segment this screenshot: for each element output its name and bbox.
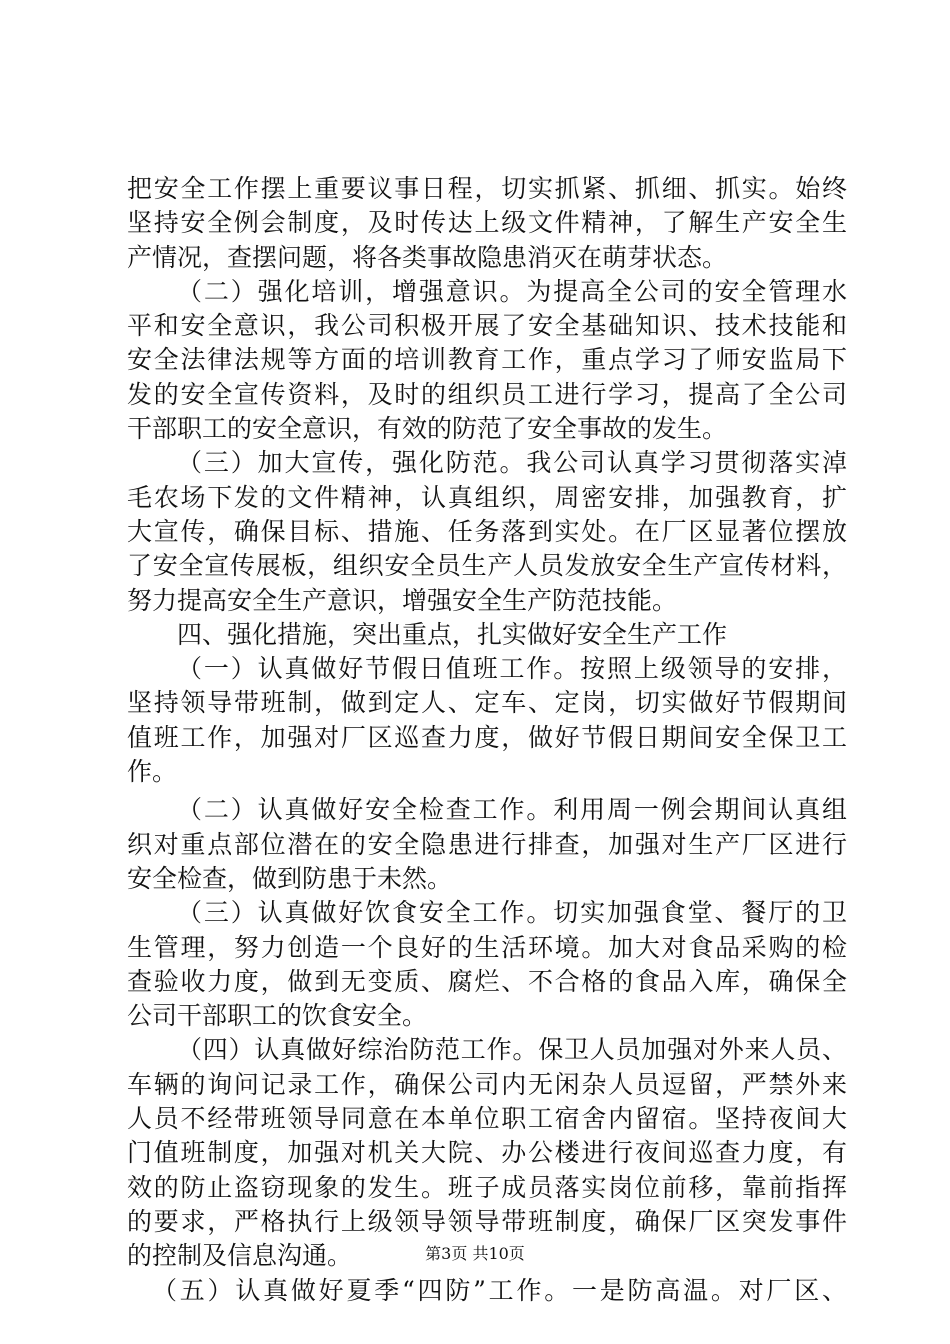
text-line: 人员不经带班领导同意在本单位职工宿舍内留宿。坚持夜间大 [127, 1104, 847, 1134]
text-line: 坚持领导带班制，做到定人、定车、定岗，切实做好节假期间 [127, 688, 847, 718]
text-line: 门值班制度，加强对机关大院、办公楼进行夜间巡查力度，有 [127, 1138, 847, 1168]
document-body [127, 172, 847, 1308]
text-line: （一）认真做好节假日值班工作。按照上级领导的安排， [177, 654, 847, 684]
text-line: 车辆的询问记录工作，确保公司内无闲杂人员逗留，严禁外来 [127, 1069, 847, 1099]
text-line: （三）加大宣传，强化防范。我公司认真学习贯彻落实淖 [177, 448, 847, 478]
text-line: 的要求，严格执行上级领导领导带班制度，确保厂区突发事件 [127, 1206, 847, 1236]
text-line: 大宣传，确保目标、措施、任务落到实处。在厂区显著位摆放 [127, 516, 847, 546]
text-line: 安全检查，做到防患于未然。 [127, 863, 453, 893]
text-line: 织对重点部位潜在的安全隐患进行排查，加强对生产厂区进行 [127, 829, 847, 859]
text-line: 了安全宣传展板，组织安全员生产人员发放安全生产宣传材料， [127, 551, 847, 581]
text-line: 公司干部职工的饮食安全。 [127, 1001, 428, 1031]
text-line: 努力提高安全生产意识，增强安全生产防范技能。 [127, 585, 678, 615]
text-line: 作。 [127, 757, 178, 787]
text-line: 发的安全宣传资料，及时的组织员工进行学习，提高了全公司 [127, 379, 847, 409]
text-line: 生管理，努力创造一个良好的生活环境。加大对食品采购的检 [127, 932, 847, 962]
page-number: 第3页 共10页 [425, 1244, 525, 1263]
section-heading: 四、强化措施，突出重点，扎实做好安全生产工作 [177, 619, 728, 649]
text-line: 坚持安全例会制度，及时传达上级文件精神，了解生产安全生 [127, 208, 847, 238]
text-line: 把安全工作摆上重要议事日程，切实抓紧、抓细、抓实。始终 [127, 174, 847, 203]
text-line: 平和安全意识，我公司积极开展了安全基础知识、技术技能和 [127, 311, 847, 341]
text-line: 值班工作，加强对厂区巡查力度，做好节假日期间安全保卫工 [127, 722, 847, 752]
text-line: （二）认真做好安全检查工作。利用周一例会期间认真组 [177, 795, 847, 825]
text-line: （三）认真做好饮食安全工作。切实加强食堂、餐厅的卫 [177, 898, 847, 928]
text-line: 安全法律法规等方面的培训教育工作，重点学习了师安监局下 [127, 345, 847, 375]
text-line: 干部职工的安全意识，有效的防范了安全事故的发生。 [127, 414, 728, 444]
text-line: 查验收力度，做到无变质、腐烂、不合格的食品入库，确保全 [127, 966, 847, 996]
text-line: （四）认真做好综治防范工作。保卫人员加强对外来人员、 [177, 1035, 847, 1065]
text-line: 的控制及信息沟通。 [127, 1241, 353, 1271]
text-line: （五）认真做好夏季“四防”工作。一是防高温。对厂区、 [152, 1275, 847, 1305]
text-line: 毛农场下发的文件精神，认真组织，周密安排，加强教育，扩 [127, 482, 847, 512]
page-footer [0, 1244, 950, 1264]
text-line: （二）强化培训，增强意识。为提高全公司的安全管理水 [177, 276, 847, 306]
text-line: 效的防止盗窃现象的发生。班子成员落实岗位前移，靠前指挥 [127, 1172, 847, 1202]
text-line: 产情况，查摆问题，将各类事故隐患消灭在萌芽状态。 [127, 242, 728, 272]
